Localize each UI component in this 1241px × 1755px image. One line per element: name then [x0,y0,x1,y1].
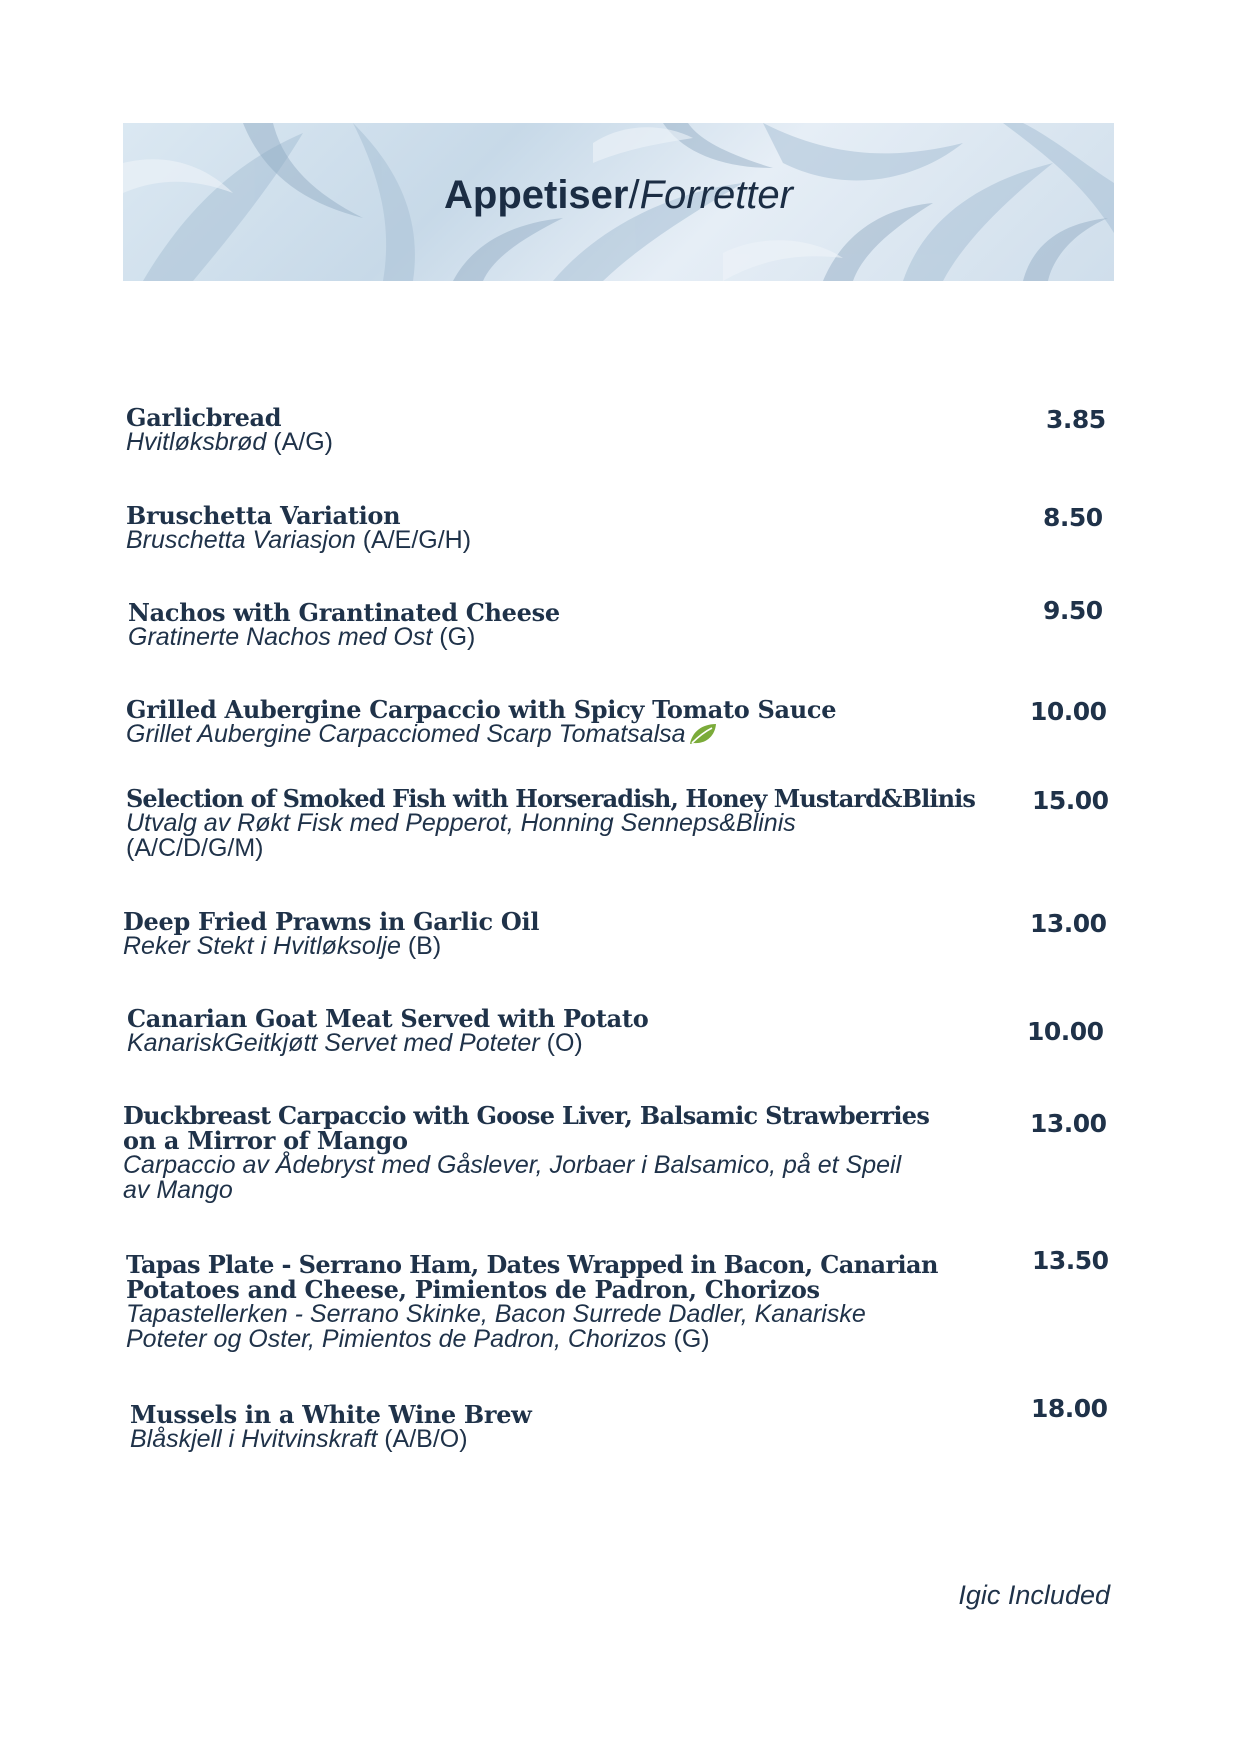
allergens: (A/E/G/H) [362,526,472,554]
allergens: (G) [439,623,476,651]
title-english: Appetiser [444,173,629,217]
dish-name: Duckbreast Carpaccio with Goose Liver, Balsamic Strawberries [123,1101,930,1130]
dish-translation: Blåskjell i Hvitvinskraft (A/B/O) [130,1425,468,1453]
dish-translation: Bruschetta Variasjon (A/E/G/H) [126,526,472,554]
dish-translation: Reker Stekt i Hvitløksolje (B) [123,932,442,960]
menu-item [126,1252,1016,1352]
allergens: (A/B/O) [384,1425,468,1453]
menu-item [130,1402,1010,1452]
menu-item [126,786,1026,861]
allergens: (B) [407,932,442,960]
dish-translation: KanariskGeitkjøtt Servet med Poteter (O) [127,1029,583,1057]
menu-item [127,1006,1007,1056]
dish-price: 10.00 [1027,1017,1104,1046]
dish-price: 10.00 [1030,697,1107,726]
allergens: (G) [673,1325,710,1353]
dish-translation: Hvitløksbrød (A/G) [126,428,333,456]
dish-name: Grilled Aubergine Carpaccio with Spicy Tomato Sauce [126,695,837,724]
dish-name: Selection of Smoked Fish with Horseradish, Honey Mustard&Blinis [126,784,975,813]
dish-name: Bruschetta Variation [126,501,401,530]
title-separator: / [628,173,640,217]
page-title [123,173,1114,218]
dish-translation: Gratinerte Nachos med Ost (G) [128,623,476,651]
menu-item [126,405,1006,455]
tax-note: Igic Included [958,1580,1110,1610]
menu-item [123,1103,1003,1203]
allergens: (A/C/D/G/M) [126,834,264,862]
dish-price: 3.85 [1046,405,1106,434]
menu-item [126,503,1006,553]
dish-price: 13.00 [1030,1109,1107,1138]
dish-price: 9.50 [1043,596,1103,625]
menu-item [128,600,1008,650]
dish-name-continued: Potatoes and Cheese, Pimientos de Padron, Chorizos [126,1275,820,1304]
dish-translation-continued: av Mango [123,1176,233,1204]
dish-translation: Carpaccio av Ådebryst med Gåslever, Jorbaer i Balsamico, på et Speil [123,1151,902,1179]
dish-translation: Tapastellerken - Serrano Skinke, Bacon Surrede Dadler, Kanariske [126,1300,866,1328]
dish-translation: Utvalg av Røkt Fisk med Pepperot, Honning Senneps&Blinis [126,809,796,837]
dish-translation: Grillet Aubergine Carpacciomed Scarp Tomatsalsa [126,722,1006,751]
dish-price: 13.00 [1030,909,1107,938]
header-banner [123,123,1114,281]
dish-name-continued: on a Mirror of Mango [123,1126,408,1155]
dish-name: Mussels in a White Wine Brew [130,1400,532,1429]
dish-price: 15.00 [1032,786,1109,815]
dish-price: 8.50 [1043,503,1103,532]
allergens: (A/G) [273,428,333,456]
vegan-leaf-icon [688,722,718,751]
dish-price: 13.50 [1032,1246,1109,1275]
dish-name: Garlicbread [126,403,282,432]
dish-name: Nachos with Grantinated Cheese [128,598,560,627]
menu-item [123,909,1003,959]
dish-name: Deep Fried Prawns in Garlic Oil [123,907,540,936]
title-norwegian: Forretter [639,173,793,217]
dish-translation-continued: Poteter og Oster, Pimientos de Padron, Chorizos (G) [126,1325,710,1353]
dish-price: 18.00 [1031,1394,1108,1423]
dish-name: Canarian Goat Meat Served with Potato [127,1004,649,1033]
allergens: (O) [546,1029,583,1057]
dish-name: Tapas Plate - Serrano Ham, Dates Wrapped in Bacon, Canarian [126,1250,938,1279]
menu-item [126,697,1006,751]
